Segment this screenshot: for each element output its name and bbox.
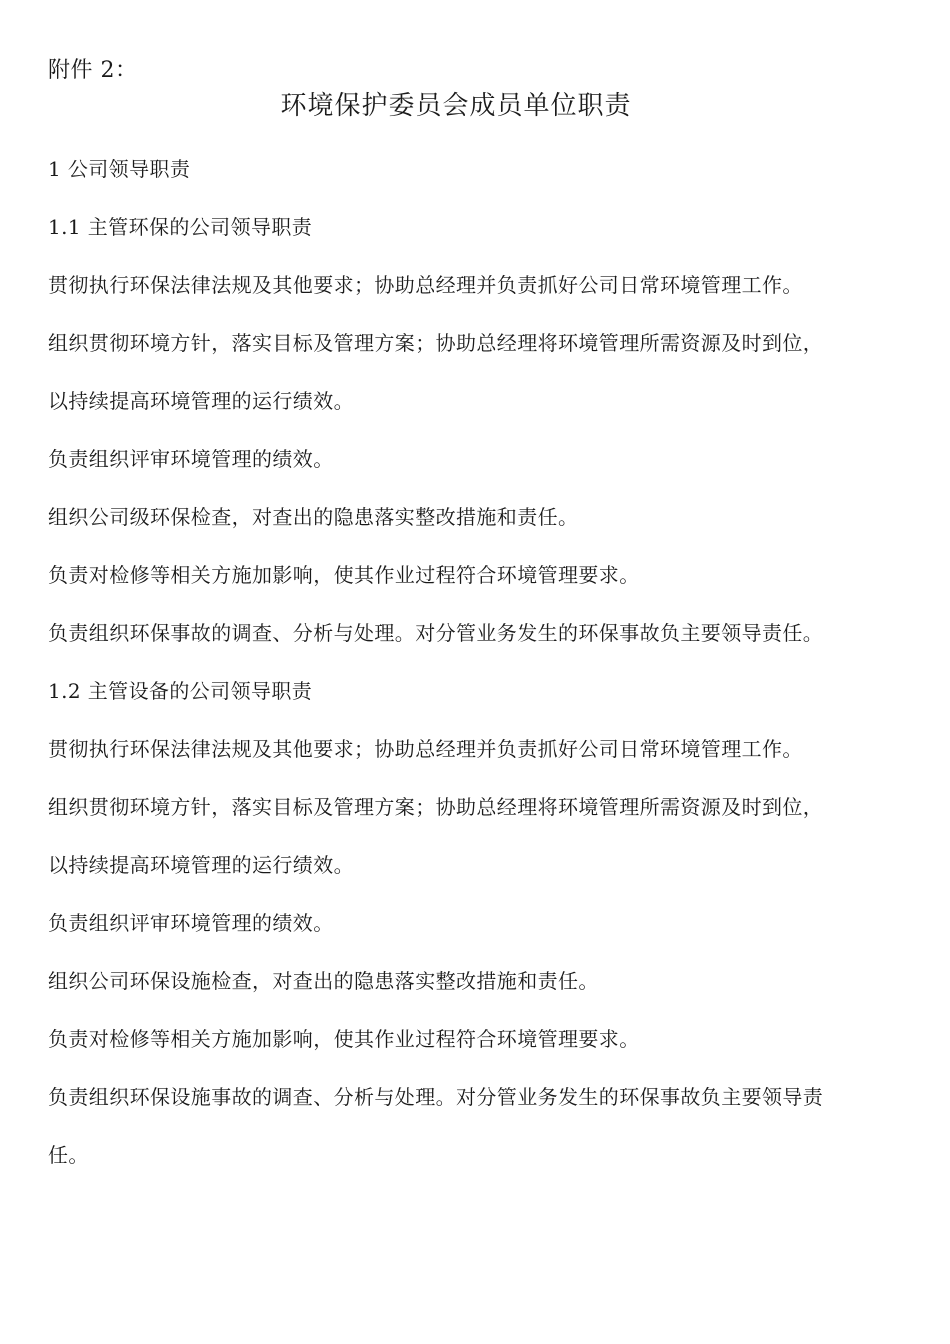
document-body	[48, 140, 908, 1184]
paragraph-line: 负责对检修等相关方施加影响，使其作业过程符合环境管理要求。	[48, 563, 640, 587]
paragraph-line: 负责组织评审环境管理的绩效。	[48, 911, 334, 935]
paragraph-line: 以持续提高环境管理的运行绩效。	[48, 389, 354, 413]
section-heading-1-2: 1.2 主管设备的公司领导职责	[48, 679, 313, 703]
paragraph-line: 组织公司环保设施检查，对查出的隐患落实整改措施和责任。	[48, 969, 599, 993]
paragraph-line: 负责对检修等相关方施加影响，使其作业过程符合环境管理要求。	[48, 1027, 640, 1051]
section-heading-1: 1 公司领导职责	[48, 157, 191, 181]
paragraph-line: 贯彻执行环保法律法规及其他要求；协助总经理并负责抓好公司日常环境管理工作。	[48, 273, 803, 297]
paragraph-line: 组织公司级环保检查，对查出的隐患落实整改措施和责任。	[48, 505, 579, 529]
document-title: 环境保护委员会成员单位职责	[280, 91, 632, 121]
paragraph-line: 以持续提高环境管理的运行绩效。	[48, 853, 354, 877]
paragraph-line: 组织贯彻环境方针，落实目标及管理方案；协助总经理将环境管理所需资源及时到位，	[48, 331, 824, 355]
paragraph-line: 组织贯彻环境方针，落实目标及管理方案；协助总经理将环境管理所需资源及时到位，	[48, 795, 824, 819]
section-heading-1-1: 1.1 主管环保的公司领导职责	[48, 215, 313, 239]
paragraph-line: 负责组织环保设施事故的调查、分析与处理。对分管业务发生的环保事故负主要领导责	[48, 1085, 824, 1109]
paragraph-line: 任。	[48, 1143, 89, 1167]
paragraph-line: 负责组织环保事故的调查、分析与处理。对分管业务发生的环保事故负主要领导责任。	[48, 621, 824, 645]
paragraph-line: 贯彻执行环保法律法规及其他要求；协助总经理并负责抓好公司日常环境管理工作。	[48, 737, 803, 761]
attachment-label: 附件 2：	[48, 58, 138, 83]
paragraph-line: 负责组织评审环境管理的绩效。	[48, 447, 334, 471]
